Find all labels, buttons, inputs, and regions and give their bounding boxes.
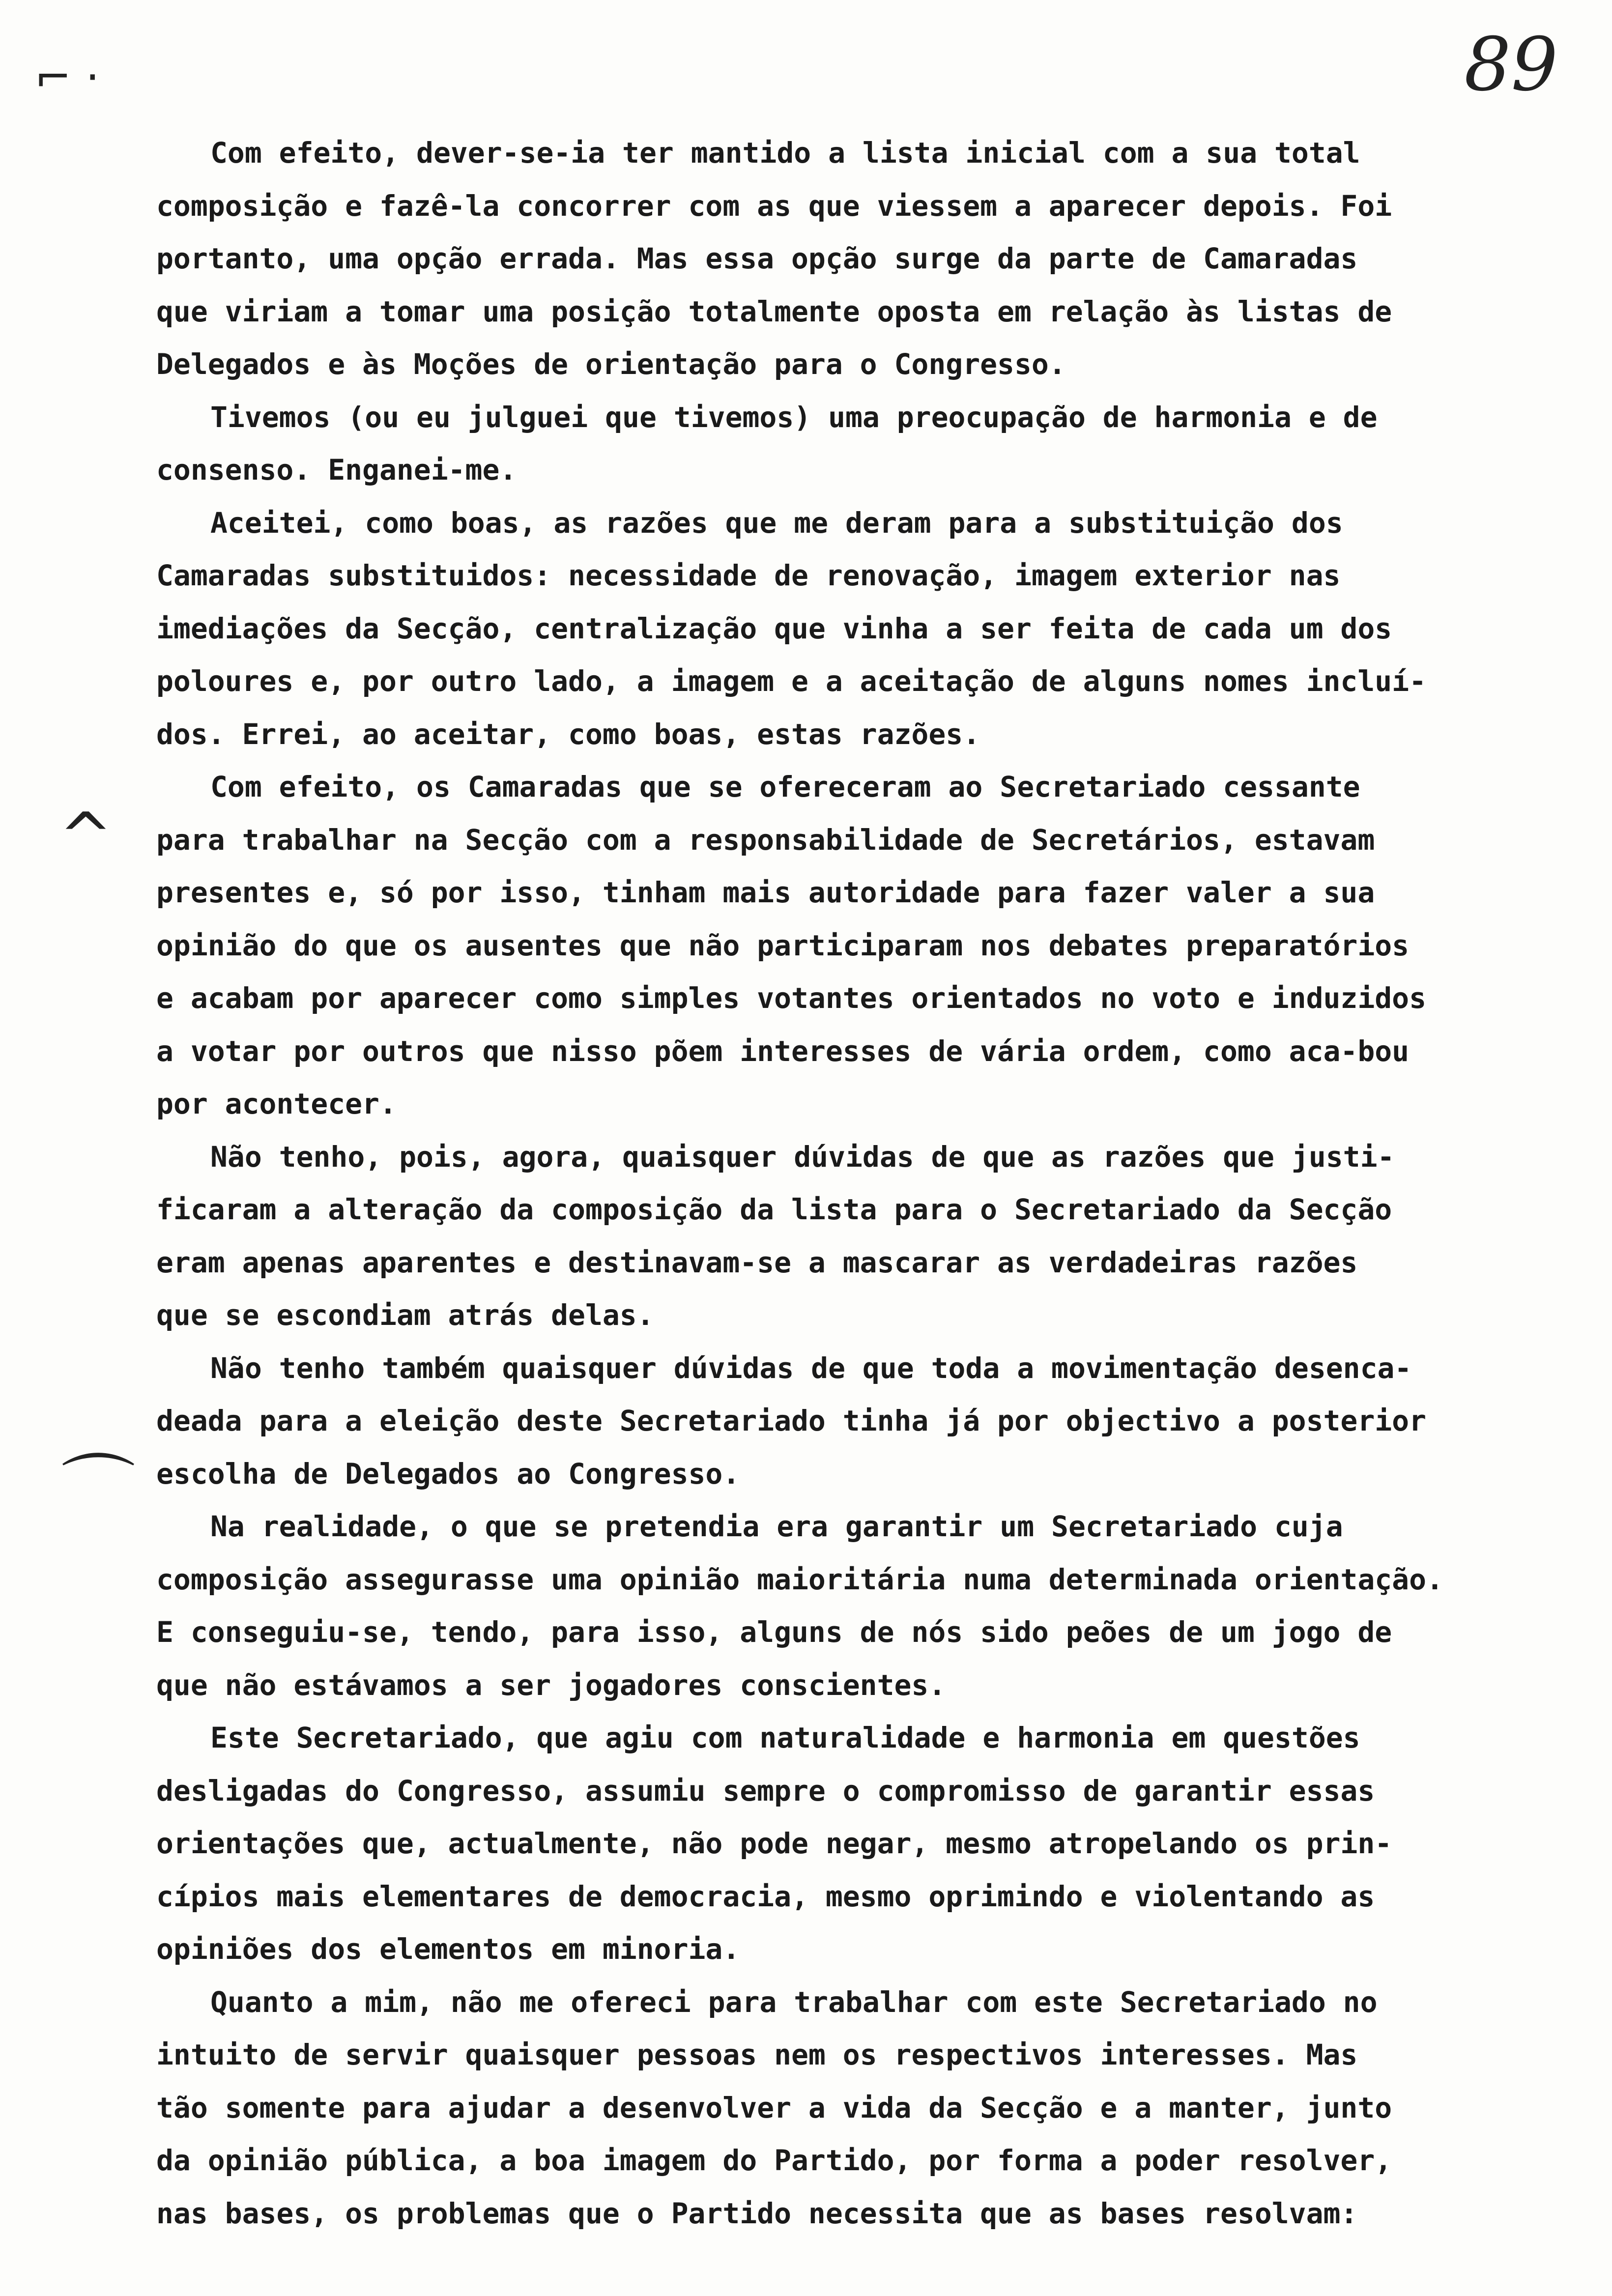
text-line: que não estávamos a ser jogadores conscientes. (156, 1668, 946, 1702)
text-line: E conseguiu-se, tendo, para isso, alguns de nós sido peões de um jogo de (156, 1615, 1392, 1649)
text-line: desligadas do Congresso, assumiu sempre o compromisso de garantir essas (156, 1774, 1375, 1808)
margin-mark-caret: ^ (59, 799, 113, 873)
text-line: dos. Errei, ao aceitar, como boas, estas razões. (156, 717, 980, 751)
typewritten-body (156, 127, 1562, 2240)
text-line: Delegados e às Moções de orientação para o Congresso. (156, 347, 1066, 381)
text-line: opinião do que os ausentes que não participaram nos debates preparatórios (156, 928, 1410, 962)
text-line: Este Secretariado, que agiu com naturalidade e harmonia em questões (210, 1721, 1360, 1754)
margin-mark-arc: ⌒ (61, 1447, 136, 1533)
text-line: da opinião pública, a boa imagem do Partido, por forma a poder resolver, (156, 2144, 1392, 2177)
text-line: Na realidade, o que se pretendia era garantir um Secretariado cuja (210, 1510, 1343, 1543)
text-line: por acontecer. (156, 1087, 397, 1120)
text-line: Não tenho, pois, agora, quaisquer dúvidas de que as razões que justi- (210, 1140, 1395, 1174)
text-line: composição e fazê-la concorrer com as que viessem a aparecer depois. Foi (156, 189, 1392, 223)
text-line: Com efeito, os Camaradas que se ofereceram ao Secretariado cessante (210, 770, 1360, 804)
text-line: que viriam a tomar uma posição totalmente oposta em relação às listas de (156, 294, 1392, 328)
text-line: poloures e, por outro lado, a imagem e a aceitação de alguns nomes incluí- (156, 664, 1427, 698)
text-line: imediações da Secção, centralização que vinha a ser feita de cada um dos (156, 611, 1392, 645)
margin-mark-top-left: ⌐ · (34, 52, 100, 103)
text-line: portanto, uma opção errada. Mas essa opção surge da parte de Camaradas (156, 242, 1358, 275)
text-line: cípios mais elementares de democracia, mesmo oprimindo e violentando as (156, 1879, 1375, 1913)
text-line: deada para a eleição deste Secretariado tinha já por objectivo a posterior (156, 1404, 1427, 1437)
text-line: nas bases, os problemas que o Partido necessita que as bases resolvam: (156, 2196, 1358, 2230)
text-line: eram apenas aparentes e destinavam-se a mascarar as verdadeiras razões (156, 1245, 1358, 1279)
text-line: escolha de Delegados ao Congresso. (156, 1457, 740, 1491)
page-number: 89 (1464, 22, 1558, 108)
text-line: Aceitei, como boas, as razões que me deram para a substituição dos (210, 506, 1343, 540)
text-line: para trabalhar na Secção com a responsabilidade de Secretários, estavam (156, 823, 1375, 857)
text-line: orientações que, actualmente, não pode negar, mesmo atropelando os prin- (156, 1827, 1392, 1860)
text-line: Quanto a mim, não me ofereci para trabalhar com este Secretariado no (210, 1985, 1378, 2019)
text-line: Camaradas substituidos: necessidade de renovação, imagem exterior nas (156, 559, 1341, 592)
text-line: Não tenho também quaisquer dúvidas de que toda a movimentação desenca- (210, 1351, 1412, 1385)
text-line: que se escondiam atrás delas. (156, 1298, 654, 1332)
text-line: Com efeito, dever-se-ia ter mantido a lista inicial com a sua total (210, 136, 1360, 170)
text-line: Tivemos (ou eu julguei que tivemos) uma preocupação de harmonia e de (210, 400, 1378, 434)
text-line: opiniões dos elementos em minoria. (156, 1932, 740, 1966)
text-line: intuito de servir quaisquer pessoas nem os respectivos interesses. Mas (156, 2038, 1358, 2071)
text-line: composição assegurasse uma opinião maioritária numa determinada orientação. (156, 1562, 1443, 1596)
text-line: presentes e, só por isso, tinham mais autoridade para fazer valer a sua (156, 876, 1375, 909)
text-line: e acabam por aparecer como simples votantes orientados no voto e induzidos (156, 981, 1427, 1015)
text-line: tão somente para ajudar a desenvolver a vida da Secção e a manter, junto (156, 2091, 1392, 2124)
text-line: consenso. Enganei-me. (156, 453, 517, 487)
text-line: ficaram a alteração da composição da lista para o Secretariado da Secção (156, 1193, 1392, 1226)
text-line: a votar por outros que nisso põem interesses de vária ordem, como aca-bou (156, 1034, 1410, 1068)
